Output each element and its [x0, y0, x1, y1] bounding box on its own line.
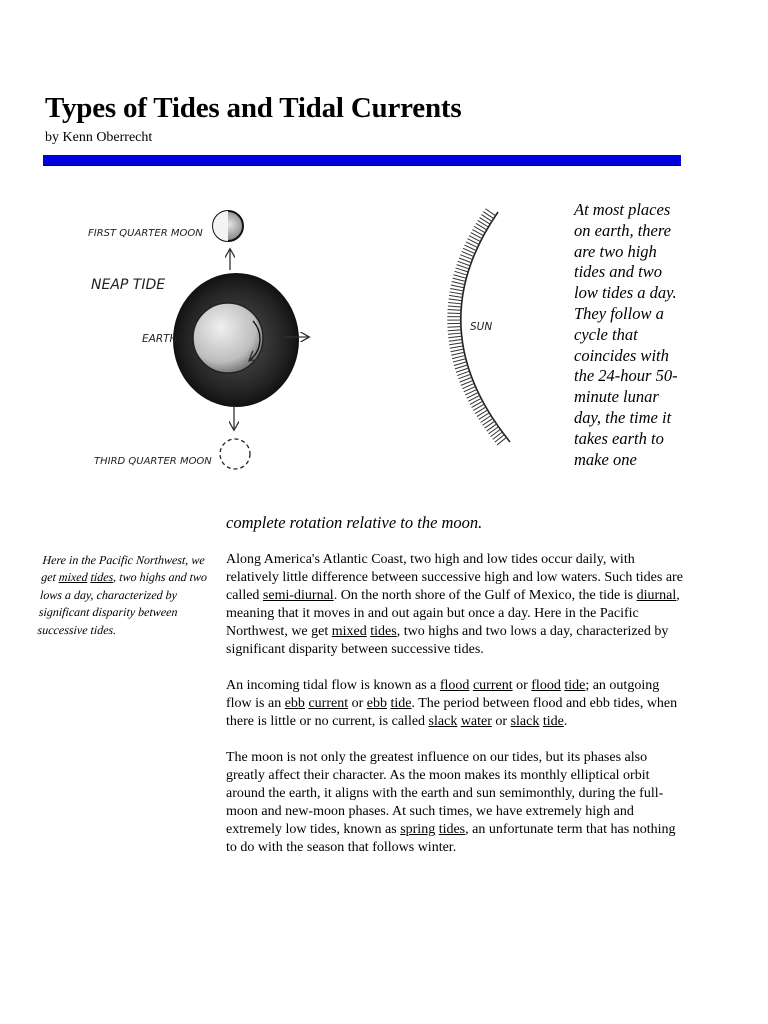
- first-quarter-moon-icon: [213, 211, 243, 241]
- paragraph-2: [226, 677, 684, 731]
- term-flood[interactable]: flood: [531, 678, 561, 693]
- earth-icon: [173, 273, 299, 407]
- term-slack[interactable]: slack: [510, 714, 540, 729]
- paragraph-text: , two highs and two lows a day, characterized by significant disparity between successive tides.: [226, 624, 669, 657]
- earth-label: EARTH: [142, 333, 178, 345]
- intro-text: At most places on earth, there are two high tides and two low tides a day. They follow a cycle that coincides with the 24-hour 50-minute lunar day, the time it takes earth to make one: [574, 200, 678, 469]
- paragraph-text: Along America's Atlantic Coast, two high and low tides occur daily, with relatively little difference between successive high and low waters. Such tides are called: [226, 552, 683, 603]
- sun-label: SUN: [470, 321, 493, 333]
- term-semi-diurnal[interactable]: semi-diurnal: [262, 588, 334, 603]
- paragraph-text: or: [348, 696, 367, 711]
- paragraph-text: or: [512, 678, 532, 693]
- term-mixed[interactable]: mixed: [331, 624, 367, 639]
- paragraph-text: .: [563, 714, 568, 729]
- term-tide[interactable]: tide: [542, 714, 564, 729]
- term-water[interactable]: water: [460, 714, 492, 729]
- pull-quote-text: Here in the Pacific Northwest, we get: [40, 553, 206, 585]
- third-quarter-moon-label: THIRD QUARTER MOON: [94, 456, 212, 467]
- term-tide[interactable]: tide: [390, 696, 412, 711]
- byline: by Kenn Oberrecht: [45, 130, 153, 145]
- neap-tide-illustration: [62, 178, 562, 508]
- title-divider: [43, 155, 681, 166]
- paragraph-3: [226, 749, 684, 857]
- pull-quote-text: , two highs and two lows a day, characterized by significant disparity between successive tides.: [37, 570, 208, 637]
- paragraph-text: . On the north shore of the Gulf of Mexico, the tide is: [333, 588, 637, 603]
- term-spring[interactable]: spring: [400, 822, 436, 837]
- article-body: [226, 551, 684, 875]
- third-quarter-moon-icon: [220, 439, 250, 469]
- neap-tide-label: NEAP TIDE: [91, 277, 166, 293]
- first-quarter-moon-label: FIRST QUARTER MOON: [88, 228, 203, 239]
- paragraph-text: An incoming tidal flow is known as a: [226, 678, 440, 693]
- term-mixed[interactable]: mixed: [58, 570, 89, 585]
- intro-text-continued: complete rotation relative to the moon.: [226, 513, 483, 532]
- pull-quote: [37, 552, 213, 639]
- term-diurnal[interactable]: diurnal: [636, 588, 677, 603]
- paragraph-text: . The period between flood and ebb tides, when there is little or no current, is called: [226, 696, 678, 729]
- term-tides[interactable]: tides: [370, 624, 397, 639]
- term-slack[interactable]: slack: [428, 714, 458, 729]
- term-tide[interactable]: tide: [564, 678, 586, 693]
- paragraph-text: The moon is not only the greatest influence on our tides, but its phases also greatly affect their character. As the moon makes its monthly elliptical orbit around the earth, it aligns with the earth and sun semimonthly, during the full-moon and new-moon phases. At such times, we have extremely high and extremely low tides, known as: [226, 750, 664, 837]
- term-ebb[interactable]: ebb: [366, 696, 387, 711]
- paragraph-text: , meaning that it moves in and out again but once a day. Here in the Pacific Northwest, we get: [226, 588, 680, 639]
- term-ebb[interactable]: ebb: [284, 696, 305, 711]
- paragraph-text: ; an outgoing flow is an: [226, 678, 660, 711]
- term-tides[interactable]: tides: [90, 570, 114, 585]
- term-current[interactable]: current: [308, 696, 349, 711]
- paragraph-1: [226, 551, 684, 659]
- term-flood[interactable]: flood: [439, 678, 470, 693]
- paragraph-text: or: [491, 714, 511, 729]
- term-tides[interactable]: tides: [438, 822, 466, 837]
- paragraph-text: , an unfortunate term that has nothing to do with the season that follows winter.: [226, 822, 676, 855]
- term-current[interactable]: current: [472, 678, 513, 693]
- page-title: Types of Tides and Tidal Currents: [45, 92, 462, 124]
